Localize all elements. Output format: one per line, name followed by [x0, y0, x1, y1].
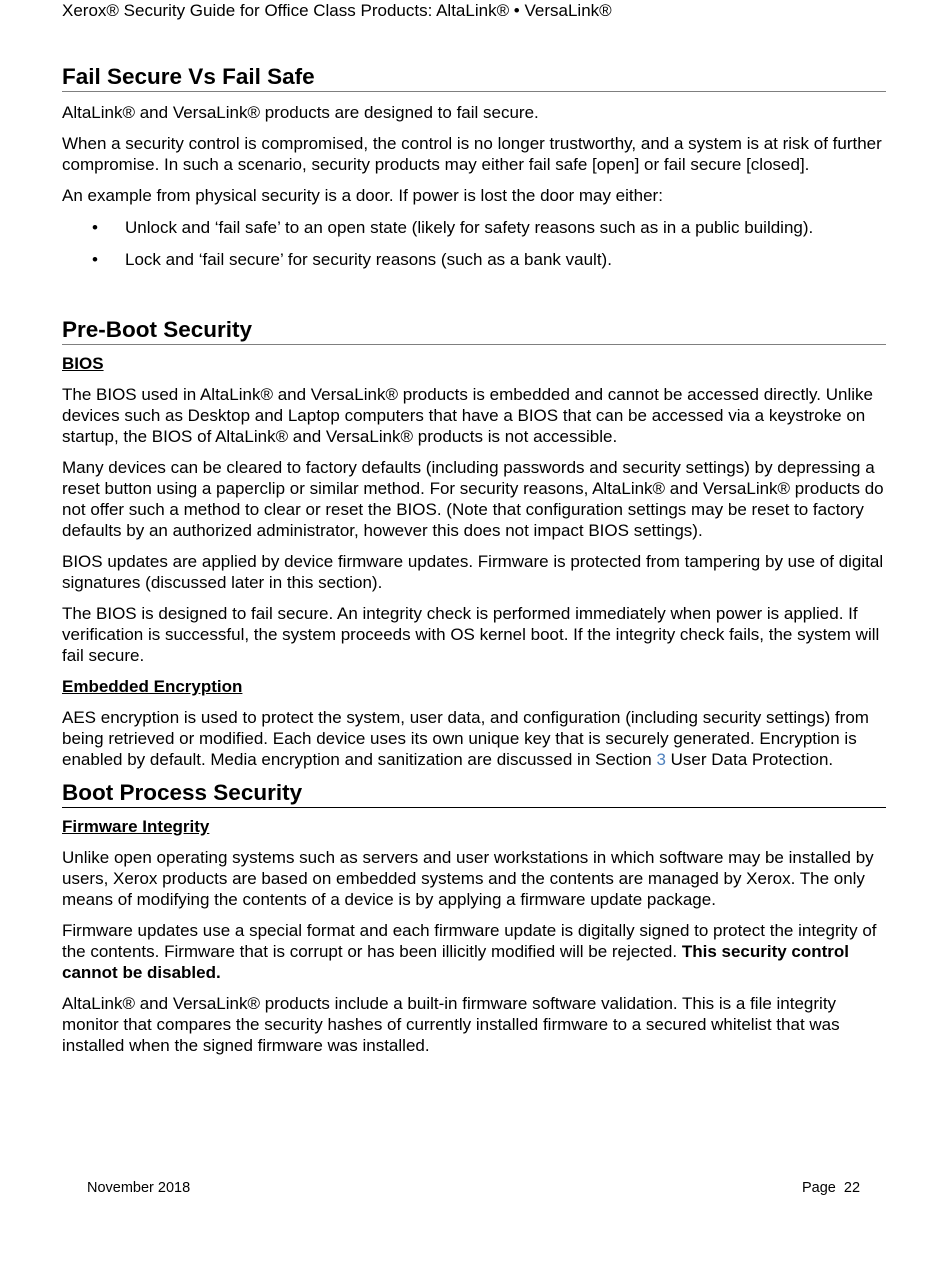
paragraph: BIOS updates are applied by device firmware updates. Firmware is protected from tampering by use of digital signatures (discussed later in this section).: [62, 552, 884, 592]
paragraph: The BIOS is designed to fail secure. An integrity check is performed immediately when power is applied. If verification is successful, the system proceeds with OS kernel boot. If the integrity check fails, the system will fail secure.: [62, 604, 880, 665]
bold-statement: This security control cannot be disabled.: [62, 942, 850, 982]
footer-date: November 2018: [87, 1180, 191, 1196]
section-link[interactable]: 3: [656, 750, 666, 769]
subheading-embedded-encryption: Embedded Encryption: [62, 677, 243, 696]
paragraph: An example from physical security is a door. If power is lost the door may either:: [62, 186, 663, 205]
running-header: Xerox® Security Guide for Office Class Products: AltaLink® • VersaLink®: [62, 1, 612, 20]
section-heading-pre-boot: Pre-Boot Security: [62, 316, 886, 345]
subheading-bios: BIOS: [62, 354, 104, 373]
paragraph: When a security control is compromised, the control is no longer trustworthy, and a system is at risk of further compromise. In such a scenario, security products may either fail safe [open] or fail secure [closed].: [62, 134, 882, 174]
paragraph: AltaLink® and VersaLink® products include a built-in firmware software validation. This is a file integrity monitor that compares the security hashes of currently installed firmware to a secured whitelist that was installed when the signed firmware was installed.: [62, 994, 840, 1055]
section-heading-fail-secure: Fail Secure Vs Fail Safe: [62, 63, 886, 92]
list-item: • Unlock and ‘fail safe’ to an open state (likely for safety reasons such as in a public building).: [92, 218, 814, 237]
paragraph: Unlike open operating systems such as servers and user workstations in which software may be installed by users, Xerox products are based on embedded systems and the contents are managed by Xerox. The only means of modifying the contents of a device is by applying a firmware update package.: [62, 848, 874, 909]
footer-page-number: Page 22: [802, 1180, 861, 1196]
paragraph: AltaLink® and VersaLink® products are designed to fail secure.: [62, 103, 539, 122]
document-page: [62, 0, 886, 1056]
paragraph: The BIOS used in AltaLink® and VersaLink® products is embedded and cannot be accessed directly. Unlike devices such as Desktop and Laptop computers that have a BIOS that can be accessed via a keystroke on startup, the BIOS of AltaLink® and VersaLink® products is not accessible.: [62, 385, 873, 446]
bullet-list: [62, 217, 886, 270]
paragraph: Many devices can be cleared to factory defaults (including passwords and security settings) by depressing a reset button using a paperclip or similar method. For security reasons, AltaLink® and VersaLink® products do not offer such a method to clear or reset the BIOS. (Note that configuration settings may be reset to factory defaults by an authorized administrator, however this does not impact BIOS settings).: [62, 458, 884, 540]
bullet-icon: •: [92, 218, 98, 237]
paragraph: AES encryption is used to protect the system, user data, and configuration (including security settings) from being retrieved or modified. Each device uses its own unique key that is securely generated. Encryption is enabled by default. Media encryption and sanitization are discussed in Section 3 User Data Protection.: [62, 708, 869, 769]
subheading-firmware-integrity: Firmware Integrity: [62, 817, 210, 836]
paragraph: Firmware updates use a special format and each firmware update is digitally signed to protect the integrity of the contents. Firmware that is corrupt or has been illicitly modified will be rejected. This security control cannot be disabled.: [62, 921, 877, 982]
bullet-icon: •: [92, 250, 98, 269]
section-heading-boot-process: Boot Process Security: [62, 779, 886, 808]
list-item: • Lock and ‘fail secure’ for security reasons (such as a bank vault).: [92, 250, 612, 269]
